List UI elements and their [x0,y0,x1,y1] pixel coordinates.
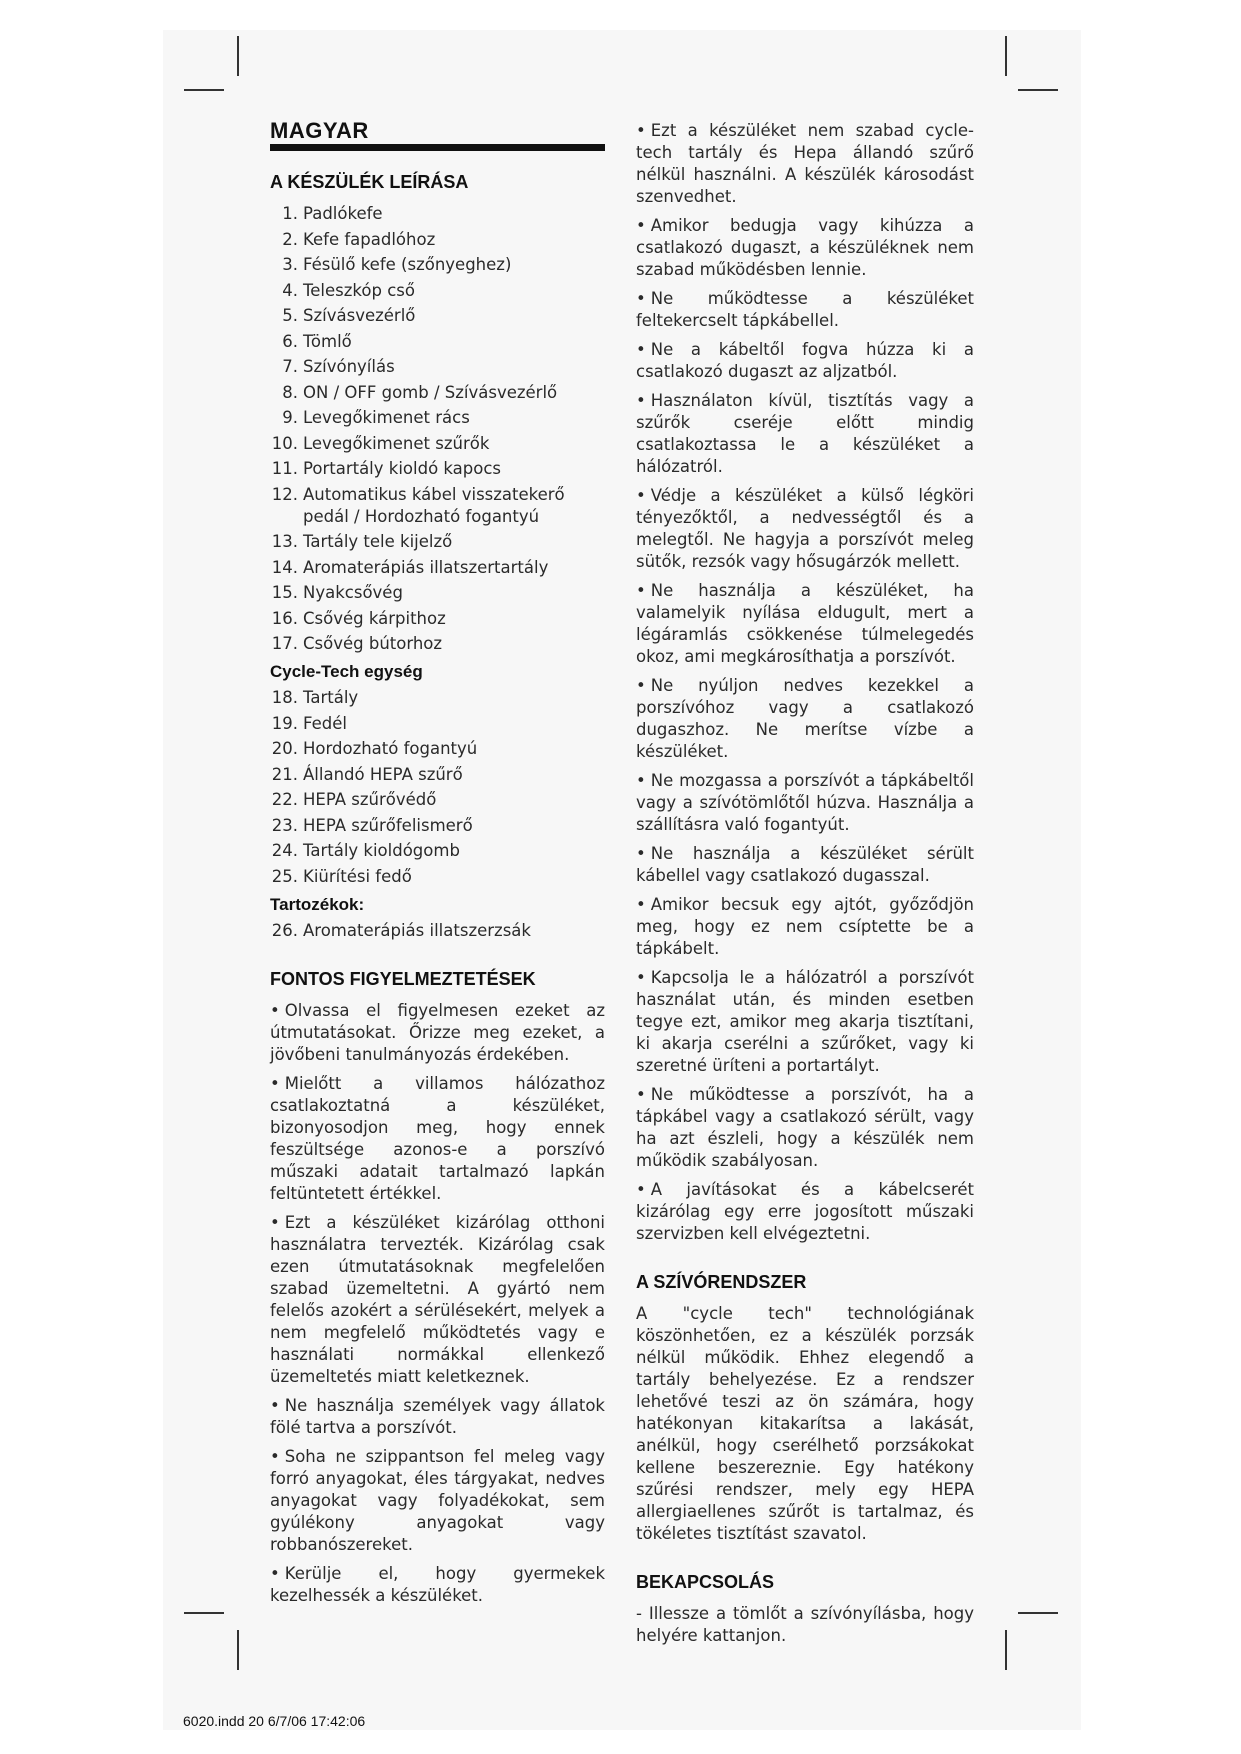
warnings-list [270,1000,605,1607]
warning-item [270,1000,605,1066]
item-number: 3. [282,255,298,274]
list-item [270,280,605,302]
warning-text: Használaton kívül, tisztítás vagy a szűrők cseréje előtt mindig csatlakoztassa le a készüléket a hálózatról. [636,391,974,476]
title-rule [270,144,605,151]
item-number: 15. [271,583,298,602]
warning-text: Ne működtesse a készüléket feltekercselt tápkábellel. [636,289,974,330]
bullet-icon: • [636,676,646,695]
item-number: 24. [271,841,298,860]
print-slug: 6020.indd 20 6/7/06 17:42:06 [183,1713,366,1729]
item-text: Szívásvezérlő [303,306,416,325]
list-item [270,920,605,942]
item-number: 26. [271,920,298,940]
warning-item [270,1212,605,1388]
item-number: 11. [271,459,298,478]
list-item [270,557,605,579]
list-item [270,789,605,811]
crop-mark [237,1630,239,1670]
item-number: 7. [282,357,298,376]
bullet-icon: • [636,1180,646,1199]
item-number: 6. [282,331,298,351]
item-text: Levegőkimenet szűrők [303,433,490,453]
item-number: 23. [271,815,298,835]
bullet-icon: • [270,1446,280,1466]
warning-text: Ezt a készüléket kizárólag otthoni használatra tervezték. Kizárólag csak ezen útmutatásoknak megfelelően szabad üzemeltetni. A gyártó nem felelős azokért a sérülésekért, melyek a nem megfelelő működtetés vagy e használati normákkal ellenkező üzemeltetés miatt keletkeznek. [270,1212,605,1386]
item-number: 1. [282,204,298,223]
bullet-icon: • [636,1085,646,1104]
right-column [636,120,974,1654]
warning-item [636,390,974,478]
warning-text: Védje a készüléket a külső légköri tényezőktől, a nedvességtől és a melegtől. Ne hagyja a porszívót meleg sütők, rezsók vagy hősugárzók mellett. [636,486,974,571]
cycle-tech-heading: Cycle-Tech egység [270,662,423,681]
item-number: 22. [271,790,298,809]
crop-mark [1018,89,1058,91]
warning-item [636,580,974,668]
list-item [270,356,605,378]
warning-text: Ne működtesse a porszívót, ha a tápkábel vagy a csatlakozó sérült, vagy ha azt észleli, hogy a készülék nem működik szabályosan. [636,1085,974,1170]
bullet-icon: • [636,581,646,600]
warning-item [636,843,974,887]
item-text: Állandó HEPA szűrő [303,764,463,784]
warning-item [636,894,974,960]
list-item [270,484,605,528]
bullet-icon: • [270,1212,280,1232]
warning-text: Kapcsolja le a hálózatról a porszívót használat után, és minden esetben tegye ezt, amikor meg akarja tisztítani, ki akarja cserélni a szűrőket, vagy ki szeretné üríteni a portartályt. [636,968,974,1075]
item-number: 2. [282,229,298,249]
bullet-icon: • [636,289,646,308]
item-number: 9. [282,408,298,427]
item-text: Tartály tele kijelző [303,532,453,551]
list-item [270,608,605,630]
warning-text: Ezt a készüléket nem szabad cycle-tech tartály és Hepa állandó szűrő nélkül használni. A készülék károsodást szenvedhet. [636,121,974,206]
warning-item [636,120,974,208]
warning-item [636,485,974,573]
list-item [270,866,605,888]
power-on-text: - Illessze a tömlőt a szívónyílásba, hogy helyére kattanjon. [636,1604,974,1645]
warning-item [636,215,974,281]
bullet-icon: • [636,844,646,863]
item-number: 18. [271,688,298,707]
accessories-list [270,920,605,942]
warnings-continued-list [636,120,974,1245]
bullet-icon: • [270,1000,280,1020]
warning-text: A javításokat és a kábelcserét kizárólag egy erre jogosított műszaki szervizben kell elvégeztetni. [636,1180,974,1243]
warning-text: Ne használja személyek vagy állatok fölé tartva a porszívót. [270,1395,605,1437]
warning-item [270,1563,605,1607]
power-on-heading: BEKAPCSOLÁS [636,1572,775,1592]
cycle-tech-parts-list [270,687,605,888]
description-heading: A KÉSZÜLÉK LEÍRÁSA [270,172,469,192]
item-text: Csővég kárpithoz [303,608,446,628]
list-item [270,203,605,225]
item-text: HEPA szűrőfelismerő [303,815,473,835]
warning-item [636,339,974,383]
warning-item [636,1179,974,1245]
suction-system-heading: A SZÍVÓRENDSZER [636,1272,807,1292]
crop-mark [184,1612,224,1614]
item-text: HEPA szűrővédő [303,790,437,809]
bullet-icon: • [270,1563,280,1583]
warning-text: Kerülje el, hogy gyermekek kezelhessék a készüléket. [270,1563,605,1605]
warning-text: Soha ne szippantson fel meleg vagy forró anyagokat, éles tárgyakat, nedves anyagokat vagy folyadékokat, sem gyúlékony anyagokat vagy robbanószereket. [270,1446,605,1554]
bullet-icon: • [636,486,646,505]
item-number: 25. [271,866,298,886]
item-number: 13. [271,532,298,551]
warning-text: Ne használja a készüléket, ha valamelyik nyílása eldugult, mert a légáramlás csökkenése túlmelegedés okoz, ami megkárosíthatja a porszívót. [636,581,974,666]
list-item [270,458,605,480]
item-number: 10. [271,433,298,453]
item-text: Aromaterápiás illatszerzsák [303,920,531,940]
list-item [270,229,605,251]
warning-text: Ne mozgassa a porszívót a tápkábeltől vagy a szívótömlőtől húzva. Használja a szállításra való fogantyút. [636,771,974,834]
list-item [270,815,605,837]
item-text: Hordozható fogantyú [303,739,478,758]
warnings-heading: FONTOS FIGYELMEZTETÉSEK [270,968,536,989]
crop-mark [1005,1630,1007,1670]
crop-mark [1005,36,1007,76]
parts-list [270,203,605,655]
item-text: Nyakcsővég [303,583,403,602]
item-number: 19. [271,713,298,733]
bullet-icon: • [636,968,646,987]
item-text: Teleszkóp cső [303,280,415,300]
warning-item [636,770,974,836]
list-item [270,633,605,655]
crop-mark [237,36,239,76]
list-item [270,433,605,455]
list-item [270,764,605,786]
item-text: Aromaterápiás illatszertartály [303,557,549,577]
item-text: Kiürítési fedő [303,866,412,886]
list-item [270,687,605,709]
item-text: Levegőkimenet rács [303,408,470,427]
item-text: Fésülő kefe (szőnyeghez) [303,255,512,274]
list-item [270,254,605,276]
list-item [270,305,605,327]
list-item [270,582,605,604]
item-text: Padlókefe [303,204,383,223]
crop-mark [184,89,224,91]
warning-item [636,1084,974,1172]
language-title: MAGYAR [270,118,369,143]
warning-text: Ne használja a készüléket sérült kábellel vagy csatlakozó dugasszal. [636,844,974,885]
bullet-icon: • [270,1073,280,1093]
item-text: Tömlő [303,331,352,351]
item-text: ON / OFF gomb / Szívásvezérlő [303,382,558,402]
crop-mark [1018,1612,1058,1614]
warning-item [270,1446,605,1556]
warning-item [636,967,974,1077]
item-number: 4. [282,280,298,300]
warning-item [636,675,974,763]
item-text: Tartály kioldógomb [303,841,460,860]
bullet-icon: • [636,391,646,410]
list-item [270,531,605,553]
list-item [270,738,605,760]
accessories-heading: Tartozékok: [270,894,365,914]
item-text: Csővég bútorhoz [303,634,443,653]
warning-item [270,1395,605,1439]
list-item [270,840,605,862]
item-text: Szívónyílás [303,357,395,376]
suction-system-text: A "cycle tech" technológiának köszönhetően, ez a készülék porzsák nélkül működik. Ehhez elegendő a tartály behelyezése. Ez a rendszer lehetővé teszi az ön számára, hogy hatékonyan kitakarítsa a lakását, anélkül, hogy cserélhető porzsákokat kellene beszereznie. Egy hatékony szűrési rendszer, mely egy HEPA allergiaellenes szűrőt is tartalmaz, és tökéletes tisztítást szavatol. [636,1304,974,1543]
item-number: 14. [271,557,298,577]
warning-text: Amikor becsuk egy ajtót, győződjön meg, hogy ez nem csíptette be a tápkábelt. [636,895,974,958]
bullet-icon: • [636,216,646,235]
item-text: Tartály [303,688,359,707]
item-number: 20. [271,739,298,758]
warning-text: Mielőtt a villamos hálózathoz csatlakoztatná a készüléket, bizonyosodjon meg, hogy ennek feszültsége azonos-e a porszívó műszaki adatait tartalmazó lapkán feltüntetett értékkel. [270,1073,605,1203]
item-number: 12. [271,484,298,504]
bullet-icon: • [636,121,646,140]
item-number: 5. [282,306,298,325]
bullet-icon: • [636,771,646,790]
item-number: 16. [271,608,298,628]
item-text: Portartály kioldó kapocs [303,459,502,478]
item-number: 17. [271,634,298,653]
item-number: 8. [282,382,298,402]
list-item [270,382,605,404]
list-item [270,713,605,735]
bullet-icon: • [636,895,646,914]
warning-item [270,1073,605,1205]
left-column [270,120,605,1614]
item-text: Kefe fapadlóhoz [303,229,436,249]
warning-text: Olvassa el figyelmesen ezeket az útmutatásokat. Őrizze meg ezeket, a jövőbeni tanulmányozás érdekében. [270,1000,605,1064]
item-text: Fedél [303,713,347,733]
bullet-icon: • [270,1395,280,1415]
warning-text: Ne nyúljon nedves kezekkel a porszívóhoz vagy a csatlakozó dugaszhoz. Ne merítse vízbe a készüléket. [636,676,974,761]
warning-text: Amikor bedugja vagy kihúzza a csatlakozó dugaszt, a készüléknek nem szabad működésben lennie. [636,216,974,279]
bullet-icon: • [636,340,646,359]
list-item [270,331,605,353]
warning-text: Ne a kábeltől fogva húzza ki a csatlakozó dugaszt az aljzatból. [636,340,974,381]
warning-item [636,288,974,332]
item-number: 21. [271,764,298,784]
list-item [270,407,605,429]
item-text: Automatikus kábel visszatekerő pedál / Hordozható fogantyú [303,484,565,526]
